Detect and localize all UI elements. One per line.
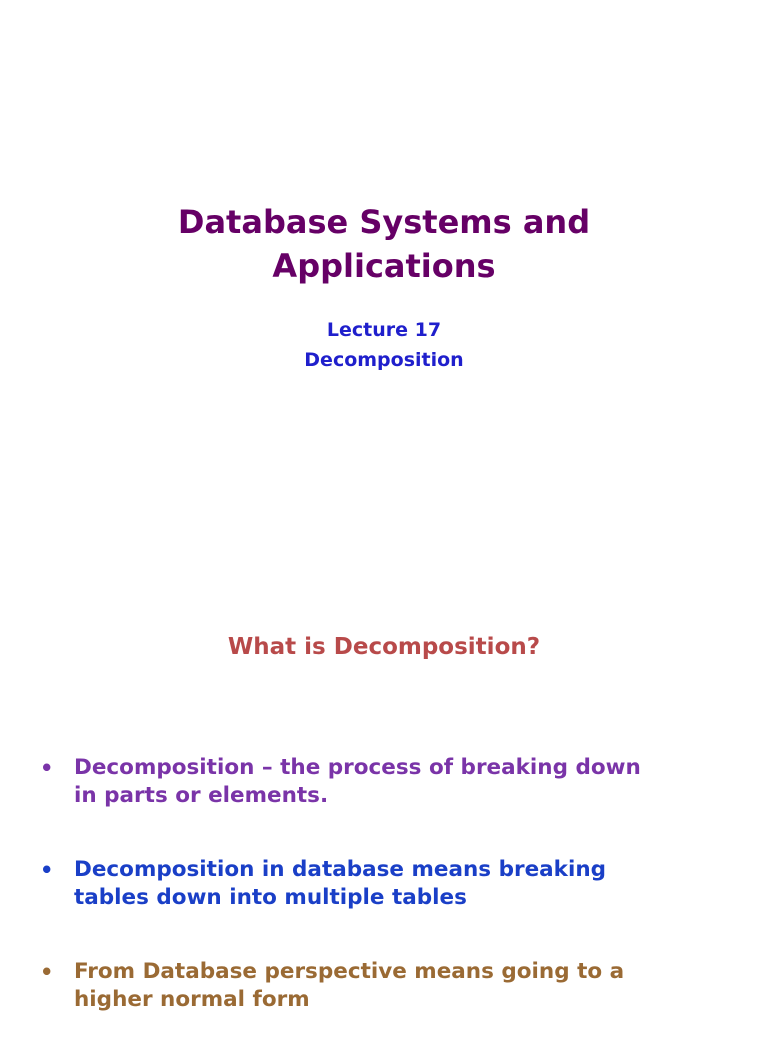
bullet-item: [40, 754, 720, 810]
bullet-item: [40, 958, 720, 1014]
bullet-text-line2: in parts or elements.: [74, 783, 329, 808]
bullet-item: [40, 856, 720, 912]
slide-title-line1: Database Systems and: [177, 203, 591, 241]
lecture-number: Lecture 17: [326, 319, 442, 341]
slide-title-line2: Applications: [272, 247, 496, 285]
bullet-list: [40, 754, 720, 1060]
bullet-dot-icon: •: [40, 756, 54, 780]
title-slide: [0, 0, 768, 512]
bullet-dot-icon: •: [40, 858, 54, 882]
bullet-text-line1: Decomposition – the process of breaking down: [74, 755, 641, 780]
bullet-text-line1: From Database perspective means going to a: [74, 959, 625, 984]
bullet-text-line2: higher normal form: [74, 987, 310, 1012]
lecture-topic: Decomposition: [304, 349, 464, 371]
content-slide: [0, 512, 768, 1024]
slide-heading: What is Decomposition?: [227, 634, 541, 660]
bullet-dot-icon: •: [40, 960, 54, 984]
bullet-text-line2: tables down into multiple tables: [74, 885, 467, 910]
slide-title: [0, 200, 768, 288]
bullet-text-line1: Decomposition in database means breaking: [74, 857, 607, 882]
